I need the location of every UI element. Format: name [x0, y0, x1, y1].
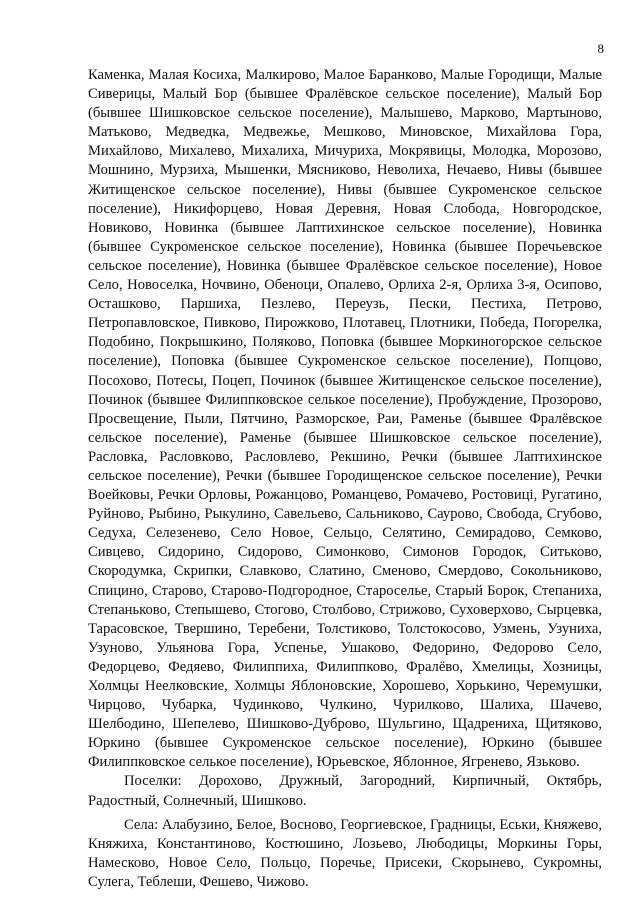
- paragraph-settlements: Поселки: Дорохово, Дружный, Загородний, Кирпичный, Октябрь, Радостный, Солнечный, Шишково.: [88, 773, 602, 809]
- paragraph-selo: Села: Алабузино, Белое, Восново, Георгиевское, Градницы, Еськи, Княжево, Княжиха, Константиново, Костюшино, Лозьево, Любодицы, Моркины Горы, Намесково, Новое Село, Польцо, Поречье, Присеки, Скорынево, Сукромны, Сулега, Теблеши, Фешево, Чижово.: [88, 816, 602, 890]
- paragraph-villages-list: Каменка, Малая Косиха, Малкирово, Малое Баранково, Малые Городищи, Малые Сиверицы, Малый Бор (бывшее Фралёвское сельское поселение), Малый Бор (бывшее Шишковское сельское поселение), Малышево, Марково, Мартыново, Матьково, Медведка, Медвежье, Мешково, Миновское, Михайлова Гора, Михайлово, Михалево, Михалиха, Мичуриха, Мокрявицы, Молодка, Морозово, Мошнино, Мурзиха, Мышенки, Мясниково, Неволиха, Нечаево, Нивы (бывшее Житищенское сельское поселение), Нивы (бывшее Сукроменское сельское поселение), Никифорцево, Новая Деревня, Новая Слобода, Новгородское, Новиково, Новинка (бывшее Лаптихинское сельское поселение), Новинка (бывшее Сукроменское сельское поселение), Новинка (бывшее Поречьевское сельское поселение), Новинка (бывшее Фралёвское сельское поселение), Новое Село, Новоселка, Ночвино, Обеноци, Опалево, Орлиха 2-я, Орлиха 3-я, Осипово, Осташково, Паршиха, Пезлево, Переузь, Пески, Пестиха, Петрово, Петропавловское, Пивково, Пирожково, Плотавец, Плотники, Победа, Погорелка, Подобино, Покрышкино, Поляково, Поповка (бывшее Моркиногорское сельское поселение), Поповка (бывшее Сукроменское сельское поселение), Попцово, Посохово, Потесы, Поцеп, Починок (бывшее Житищенское сельское поселение), Починок (бывшее Филиппковское селькое поселение), Пробуждение, Прозорово, Просвещение, Пыли, Пятчино, Разморское, Раи, Раменье (бывшее Фралёвское сельское поселение), Раменье (бывшее Шишковское сельское поселение), Расловка, Расловково, Расловлево, Рекшино, Речки (бывшее Лаптихинское сельское поселение), Речки (бывшее Городищенское сельское поселение), Речки Воейковы, Речки Орловы, Рожанцово, Романцево, Ромачево, Ростовиці, Ругатино, Руйново, Рыбино, Рыкулино, Савельево, Сальниково, Саурово, Свобода, Сгубово, Седуха, Селезенево, Село Новое, Сельцо, Селятино, Семирадово, Семково, Сивцево, Сидорино, Сидорово, Симонково, Симонов Городок, Ситьково, Скородумка, Скрипки, Славково, Слатино, Сменово, Смердово, Сокольниково, Спицино, Старово, Старово-Подгородное, Староселье, Старый Борок, Степаниха, Степаньково, Степышево, Стогово, Столбово, Стрижово, Суховерхово, Сырцевка, Тарасовское, Твершино, Теребени, Толстиково, Толстокосово, Узмень, Узуниха, Узуново, Ульянова Гора, Успенье, Ушаково, Федорино, Федорово Село, Федорцево, Федяево, Филиппиха, Филиппково, Фралёво, Хмелицы, Хозницы, Холмцы Неелковские, Холмцы Яблоновские, Хорошево, Хорькино, Черемушки, Чирцово, Чубарка, Чудинково, Чулкино, Чурилково, Шалиха, Шачево, Шелбодино, Шепелево, Шишково-Дуброво, Шульгино, Щадрениха, Щитяково, Юркино (бывшее Сукроменское сельское поселение), Юркино (бывшее Филиппковское селькое поселение), Юрьевское, Яблонное, Ягренево, Язьково.: [88, 67, 602, 771]
- document-body: [88, 66, 602, 892]
- page-number: 8: [597, 41, 604, 56]
